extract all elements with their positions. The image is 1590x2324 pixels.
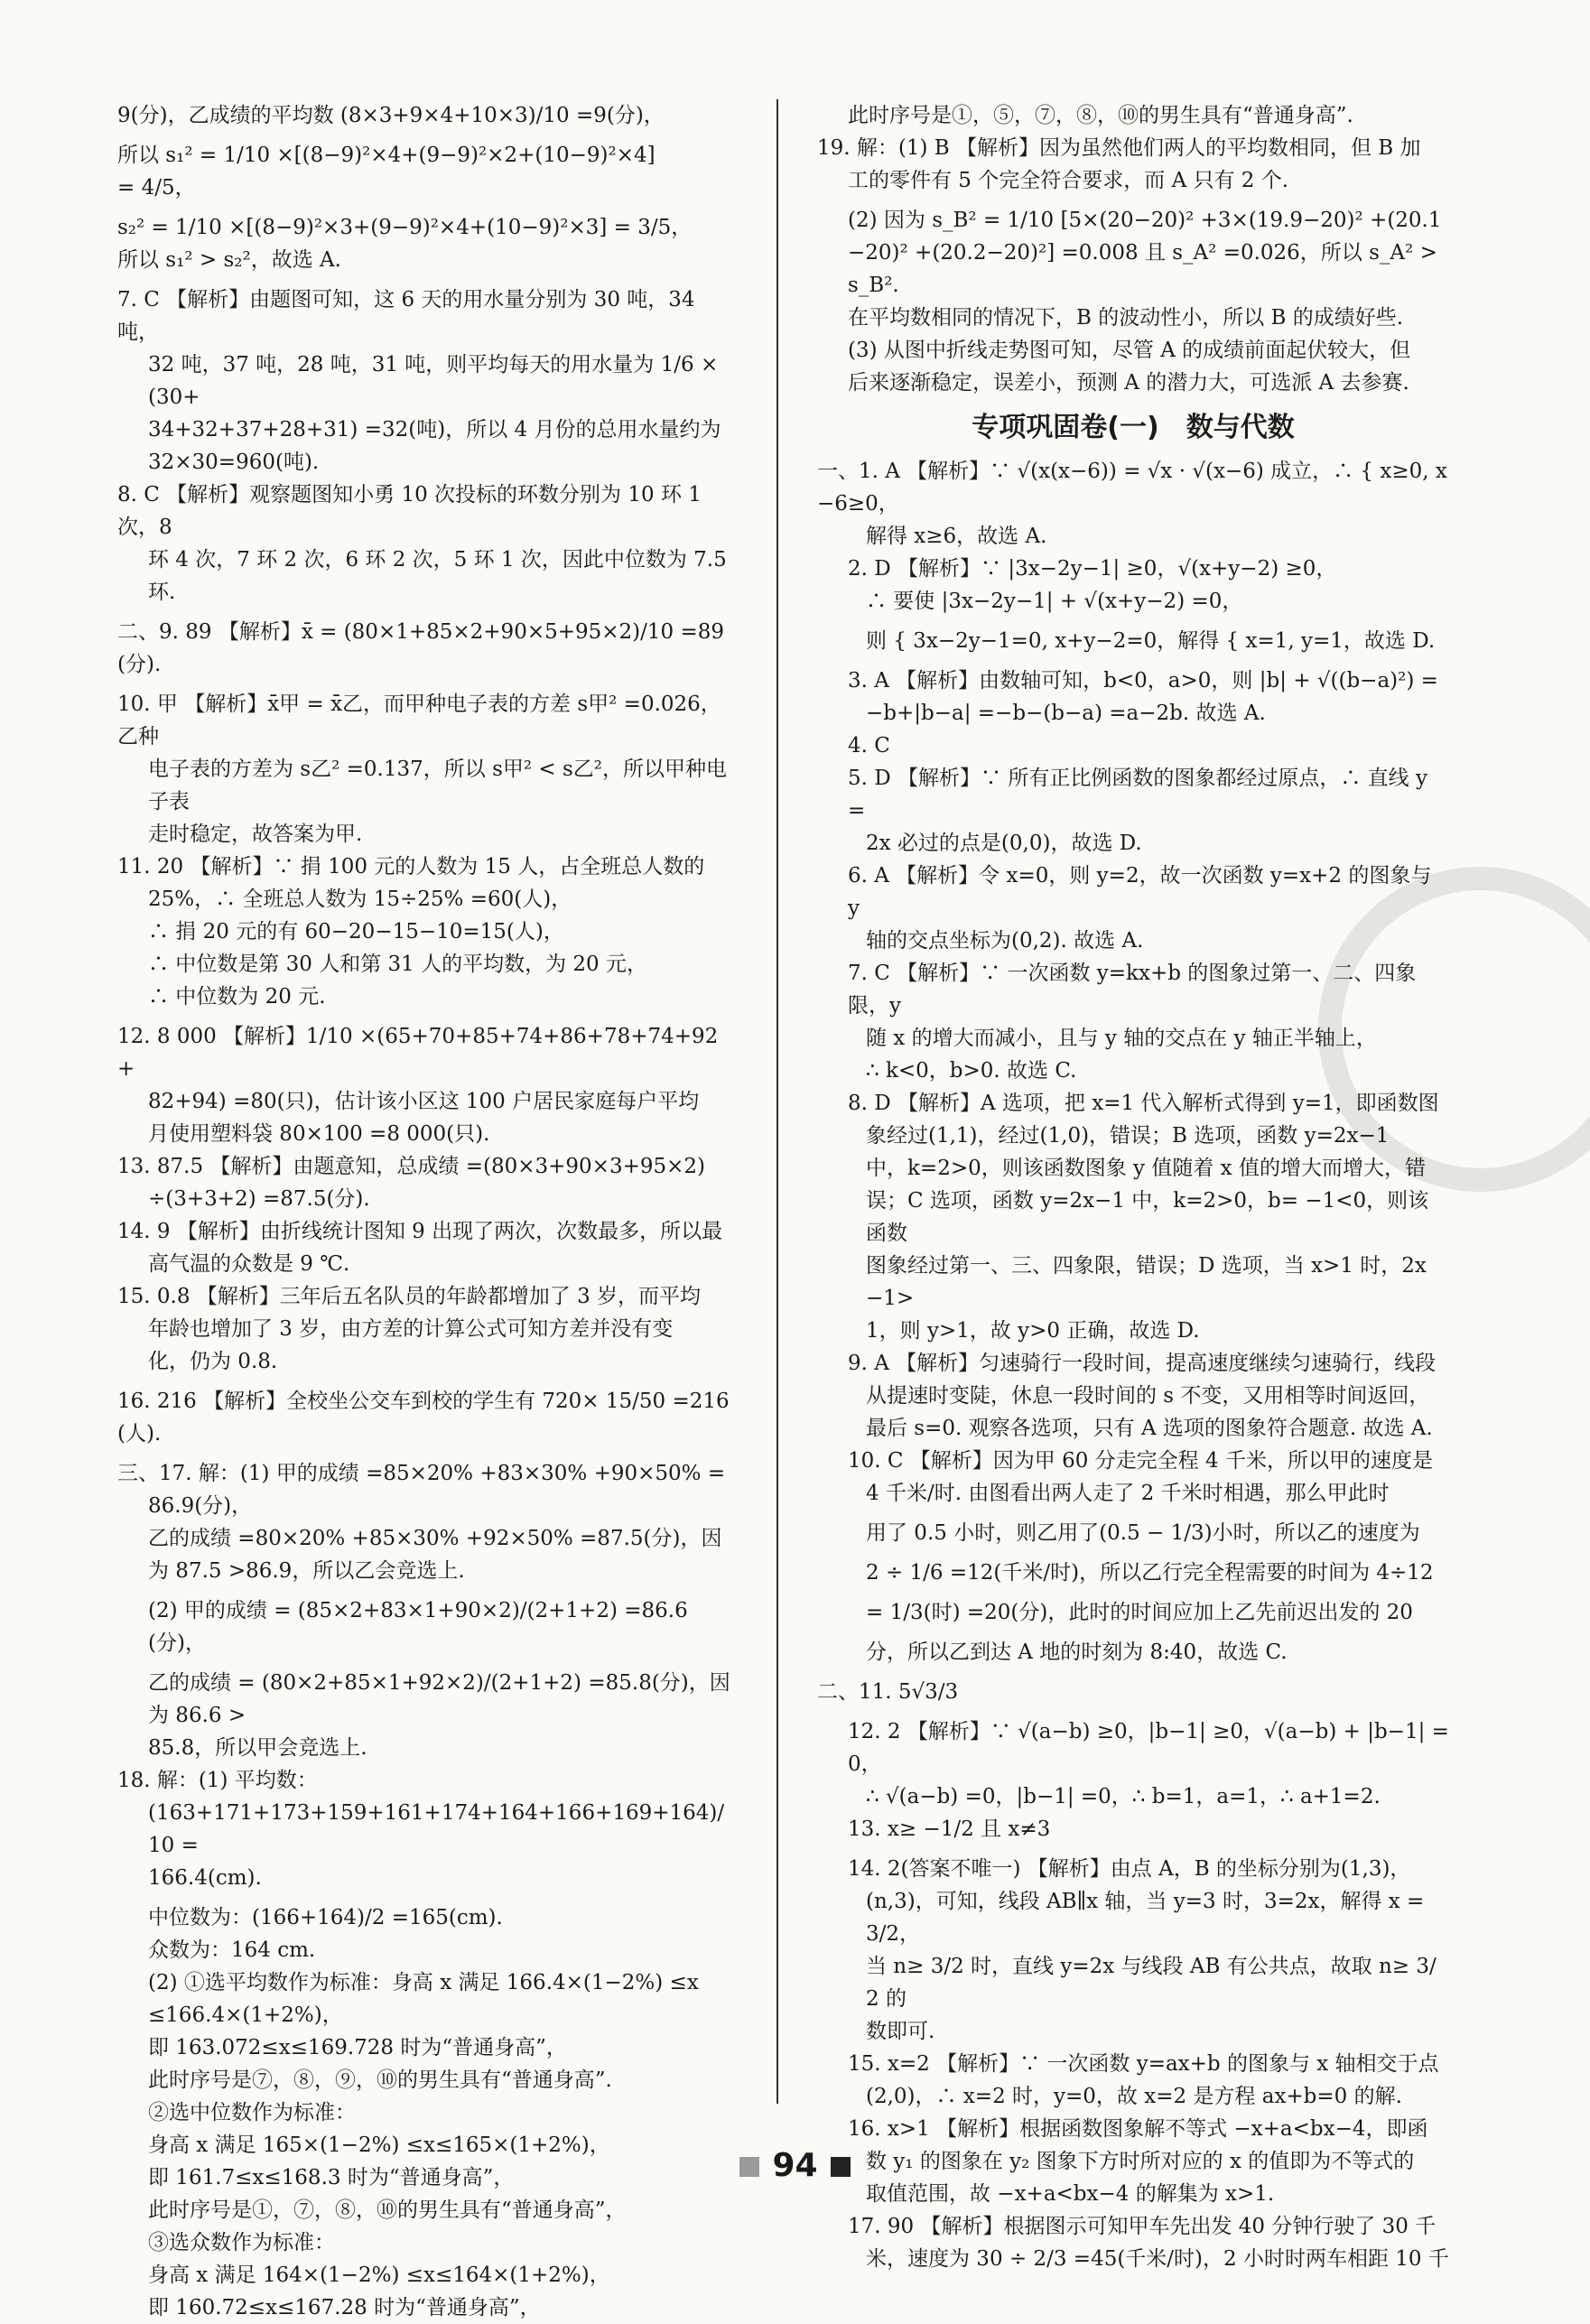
page-footer (0, 2147, 1590, 2184)
text-line: 此时序号是⑦，⑧，⑨，⑩的男生具有“普通身高”. (148, 2068, 612, 2092)
question-9: 9. A 【解析】匀速骑行一段时间，提高速度继续匀速骑行，线段 (848, 1352, 1437, 1375)
column-divider (776, 99, 778, 2104)
text-line: 米，速度为 30 ÷ 2/3 =45(千米/时)，2 小时时两车相距 10 千 (866, 2247, 1449, 2271)
text-line: 高气温的众数是 9 ℃. (148, 1252, 350, 1276)
question-7: 7. C 【解析】由题图可知，这 6 天的用水量分别为 30 吨，34 吨， (117, 288, 702, 344)
text-line: ③选众数作为标准： (148, 2231, 335, 2254)
question-3: 3. A 【解析】由数轴可知，b<0，a>0，则 |b| + √((b−a)²) = (848, 669, 1438, 693)
text-line: 数即可. (866, 2020, 935, 2043)
text-line: 此时序号是①，⑤，⑦，⑧，⑩的男生具有“普通身高”. (848, 104, 1353, 127)
text-line: 环 4 次，7 环 2 次，6 环 2 次，5 环 1 次，因此中位数为 7.5 环. (148, 548, 734, 604)
question-16: 16. 216 【解析】全校坐公交车到校的学生有 720× 15/50 =216(人). (117, 1390, 730, 1446)
question-9: 二、9. 89 【解析】x̄ = (80×1+85×2+90×5+95×2)/10 =89(分). (117, 620, 725, 676)
text-line: 工的零件有 5 个完全符合要求，而 A 只有 2 个. (848, 169, 1289, 192)
text-line: ∴ 要使 |3x−2y−1| + √(x+y−2) =0， (866, 590, 1243, 613)
text-line: ≤166.4×(1+2%)， (148, 2003, 343, 2027)
text-line: (3) 从图中折线走势图可知，尽管 A 的成绩前面起伏较大，但 (848, 339, 1411, 362)
question-8: 8. D 【解析】A 选项，把 x=1 代入解析式得到 y=1，即函数图 (848, 1092, 1439, 1115)
text-line: 2x 必过的点是(0,0)，故选 D. (866, 832, 1142, 855)
text-line: 众数为：164 cm. (148, 1938, 316, 1962)
text-line: 图象经过第一、三、四象限，错误；D 选项，当 x>1 时，2x−1> (866, 1254, 1427, 1310)
text-line: 分，所以乙到达 A 地的时刻为 8:40，故选 C. (866, 1641, 1288, 1664)
text-line: 从提速时变陡，休息一段时间的 s 不变，又用相等时间返回， (866, 1384, 1430, 1408)
question-12: 12. 8 000 【解析】1/10 ×(65+70+85+74+86+78+74+92+ (117, 1025, 719, 1081)
text-line: 在平均数相同的情况下，B 的波动性小，所以 B 的成绩好些. (848, 306, 1404, 330)
text-line: 乙的成绩 = (80×2+85×1+92×2)/(2+1+2) =85.8(分)，因为 86.6 > (148, 1671, 730, 1727)
question-2: 2. D 【解析】∵ |3x−2y−1| ≥0，√(x+y−2) ≥0， (848, 557, 1337, 581)
question-11: 11. 20 【解析】∵ 捐 100 元的人数为 15 人，占全班总人数的 (117, 855, 705, 878)
text-line: 25%，∴ 全班总人数为 15÷25% =60(人)， (148, 888, 572, 911)
text-line: 解得 x≥6，故选 A. (866, 525, 1047, 548)
text-line: 则 { 3x−2y−1=0, x+y−2=0，解得 { x=1, y=1，故选 D. (866, 629, 1436, 653)
question-12: 12. 2 【解析】∵ √(a−b) ≥0，|b−1| ≥0，√(a−b) + |b−1| =0， (848, 1720, 1449, 1776)
text-line: 取值范围，故 −x+a<bx−4 的解集为 x>1. (866, 2182, 1275, 2206)
text-line: 即 161.7≤x≤168.3 时为“普通身高”， (148, 2166, 515, 2189)
text-line: 乙的成绩 =80×20% +85×30% +92×50% =87.5(分)，因 (148, 1527, 722, 1550)
text-line: 所以 s₁² > s₂²，故选 A. (117, 248, 341, 272)
text-line: 化，仍为 0.8. (148, 1350, 278, 1373)
text-line: 所以 s₁² = 1/10 ×[(8−9)²×4+(9−9)²×2+(10−9)²×4] (117, 144, 656, 167)
text-line: (163+171+173+159+161+174+164+166+169+164)/10 = (148, 1801, 725, 1857)
question-15: 15. x=2 【解析】∵ 一次函数 y=ax+b 的图象与 x 轴相交于点 (848, 2052, 1439, 2076)
decorative-square-icon (831, 2157, 851, 2177)
text-line: 82+94) =80(只)，估计该小区这 100 户居民家庭每户平均 (148, 1090, 700, 1113)
question-4: 4. C (848, 734, 890, 758)
text-line: s₂² = 1/10 ×[(8−9)²×3+(9−9)²×4+(10−9)²×3] = 3/5， (117, 216, 693, 239)
text-line: 1，则 y>1，故 y>0 正确，故选 D. (866, 1319, 1200, 1343)
question-1: 一、1. A 【解析】∵ √(x(x−6)) = √x · √(x−6) 成立，∴ { x≥0, x−6≥0， (817, 460, 1447, 516)
decorative-square-icon (739, 2157, 759, 2177)
question-7: 7. C 【解析】∵ 一次函数 y=kx+b 的图象过第一、二、四象限，y (848, 962, 1417, 1018)
text-line: 即 163.072≤x≤169.728 时为“普通身高”， (148, 2036, 567, 2059)
text-line: ∴ 捐 20 元的有 60−20−15−10=15(人)， (148, 920, 564, 944)
question-19: 19. 解：(1) B 【解析】因为虽然他们两人的平均数相同，但 B 加 (817, 136, 1421, 160)
text-line: 9(分)，乙成绩的平均数 (8×3+9×4+10×3)/10 =9(分)， (117, 104, 665, 127)
text-line: 即 160.72≤x≤167.28 时为“普通身高”， (148, 2296, 541, 2319)
question-16: 16. x>1 【解析】根据函数图象解不等式 −x+a<bx−4，即函 (848, 2117, 1428, 2141)
text-line: 误；C 选项，函数 y=2x−1 中，k=2>0，b= −1<0，则该函数 (866, 1189, 1429, 1245)
text-line: 2 ÷ 1/6 =12(千米/时)，所以乙行完全程需要的时间为 4÷12 (866, 1561, 1434, 1585)
text-line: 随 x 的增大而减小，且与 y 轴的交点在 y 轴正半轴上， (866, 1027, 1377, 1050)
text-line: 年龄也增加了 3 岁，由方差的计算公式可知方差并没有变 (148, 1317, 674, 1341)
text-line: (n,3)，可知，线段 AB∥x 轴，当 y=3 时，3=2x，解得 x = 3/2， (866, 1890, 1431, 1946)
question-15: 15. 0.8 【解析】三年后五名队员的年龄都增加了 3 岁，而平均 (117, 1285, 702, 1308)
text-line: 最后 s=0. 观察各选项，只有 A 选项的图象符合题意. 故选 A. (866, 1417, 1433, 1440)
text-line: (2,0)，∴ x=2 时，y=0，故 x=2 是方程 ax+b=0 的解. (866, 2085, 1402, 2108)
text-line: 4 千米/时. 由图看出两人走了 2 千米时相遇，那么甲此时 (866, 1482, 1390, 1505)
text-line: 走时稳定，故答案为甲. (148, 823, 363, 846)
question-17: 三、17. 解：(1) 甲的成绩 =85×20% +83×30% +90×50% = (117, 1462, 726, 1485)
question-13: 13. x≥ −1/2 且 x≠3 (848, 1817, 1051, 1841)
text-line: 166.4(cm). (148, 1866, 262, 1890)
text-line: 为 87.5 >86.9，所以乙会竞选上. (148, 1559, 465, 1583)
text-line: 电子表的方差为 s乙² =0.137，所以 s甲² < s乙²，所以甲种电子表 (148, 758, 728, 813)
text-line: 32 吨，37 吨，28 吨，31 吨，则平均每天的用水量为 1/6 ×(30+ (148, 353, 719, 409)
text-line: 月使用塑料袋 80×100 =8 000(只). (148, 1122, 490, 1146)
right-column (817, 99, 1449, 2275)
text-line: 身高 x 满足 165×(1−2%) ≤x≤165×(1+2%)， (148, 2133, 610, 2157)
question-14: 14. 2(答案不唯一) 【解析】由点 A，B 的坐标分别为(1,3)， (848, 1857, 1411, 1881)
question-11: 二、11. 5√3/3 (817, 1680, 959, 1704)
text-line: = 4/5， (117, 176, 196, 200)
question-5: 5. D 【解析】∵ 所有正比例函数的图象都经过原点，∴ 直线 y = (848, 767, 1435, 823)
text-line: 32×30=960(吨). (148, 451, 320, 474)
text-line: −b+|b−a| =−b−(b−a) =a−2b. 故选 A. (866, 702, 1266, 725)
text-line: 当 n≥ 3/2 时，直线 y=2x 与线段 AB 有公共点，故取 n≥ 3/2 的 (866, 1955, 1437, 2011)
text-line: ②选中位数作为标准： (148, 2101, 356, 2124)
text-line: ∴ 中位数是第 30 人和第 31 人的平均数，为 20 元， (148, 953, 647, 976)
text-line: 身高 x 满足 164×(1−2%) ≤x≤164×(1+2%)， (148, 2264, 610, 2287)
text-line: 数 y₁ 的图象在 y₂ 图象下方时所对应的 x 的值即为不等式的 (866, 2150, 1415, 2173)
text-line: 轴的交点坐标为(0,2). 故选 A. (866, 929, 1144, 953)
text-line: 用了 0.5 小时，则乙用了(0.5 − 1/3)小时，所以乙的速度为 (866, 1521, 1420, 1545)
text-line: 34+32+37+28+31) =32(吨)，所以 4 月份的总用水量约为 (148, 418, 721, 442)
text-line: 中位数为：(166+164)/2 =165(cm). (148, 1906, 503, 1929)
text-line: 象经过(1,1)，经过(1,0)，错误；B 选项，函数 y=2x−1 (866, 1124, 1390, 1148)
text-line: ÷(3+3+2) =87.5(分). (148, 1187, 370, 1211)
text-line: = 1/3(时) =20(分)，此时的时间应加上乙先前迟出发的 20 (866, 1601, 1413, 1624)
text-line: 后来逐渐稳定，误差小，预测 A 的潜力大，可选派 A 去参赛. (848, 371, 1409, 395)
question-8: 8. C 【解析】观察题图知小勇 10 次投标的环数分别为 10 环 1 次，8 (117, 483, 709, 539)
question-6: 6. A 【解析】令 x=0，则 y=2，故一次函数 y=x+2 的图象与 y (848, 864, 1438, 920)
text-line: 中，k=2>0，则该函数图象 y 值随着 x 值的增大而增大，错 (866, 1157, 1426, 1180)
question-14: 14. 9 【解析】由折线统计图知 9 出现了两次，次数最多，所以最 (117, 1220, 723, 1243)
question-17: 17. 90 【解析】根据图示可知甲车先出发 40 分钟行驶了 30 千 (848, 2215, 1437, 2238)
text-line: −20)² +(20.2−20)²] =0.008 且 s_A² =0.026，所以 s_A² > s_B². (848, 241, 1445, 297)
text-line: 86.9(分)， (148, 1494, 253, 1518)
text-line: ∴ √(a−b) =0，|b−1| =0，∴ b=1，a=1，∴ a+1=2. (866, 1785, 1381, 1808)
section-title: 专项巩固卷(一) 数与代数 (972, 412, 1295, 443)
text-line: (2) 因为 s_B² = 1/10 [5×(20−20)² +3×(19.9−20)² +(20.1 (848, 209, 1442, 232)
text-line: 此时序号是①，⑦，⑧，⑩的男生具有“普通身高”， (148, 2199, 627, 2222)
question-13: 13. 87.5 【解析】由题意知，总成绩 =(80×3+90×3+95×2) (117, 1155, 705, 1178)
text-line: (2) ①选平均数作为标准：身高 x 满足 166.4×(1−2%) ≤x (148, 1971, 699, 1994)
question-10: 10. C 【解析】因为甲 60 分走完全程 4 千米，所以甲的速度是 (848, 1449, 1433, 1473)
text-line: ∴ 中位数为 20 元. (148, 985, 326, 1009)
question-10: 10. 甲 【解析】x̄甲 = x̄乙，而甲种电子表的方差 s甲² =0.026，乙种 (117, 693, 721, 748)
text-line: (2) 甲的成绩 = (85×2+83×1+90×2)/(2+1+2) =86.6(分)， (148, 1599, 688, 1655)
page-number: 94 (772, 2147, 818, 2184)
text-line: 85.8，所以甲会竞选上. (148, 1736, 367, 1760)
left-column (117, 99, 734, 2324)
question-18: 18. 解：(1) 平均数： (117, 1769, 318, 1792)
text-line: ∴ k<0，b>0. 故选 C. (866, 1059, 1077, 1083)
